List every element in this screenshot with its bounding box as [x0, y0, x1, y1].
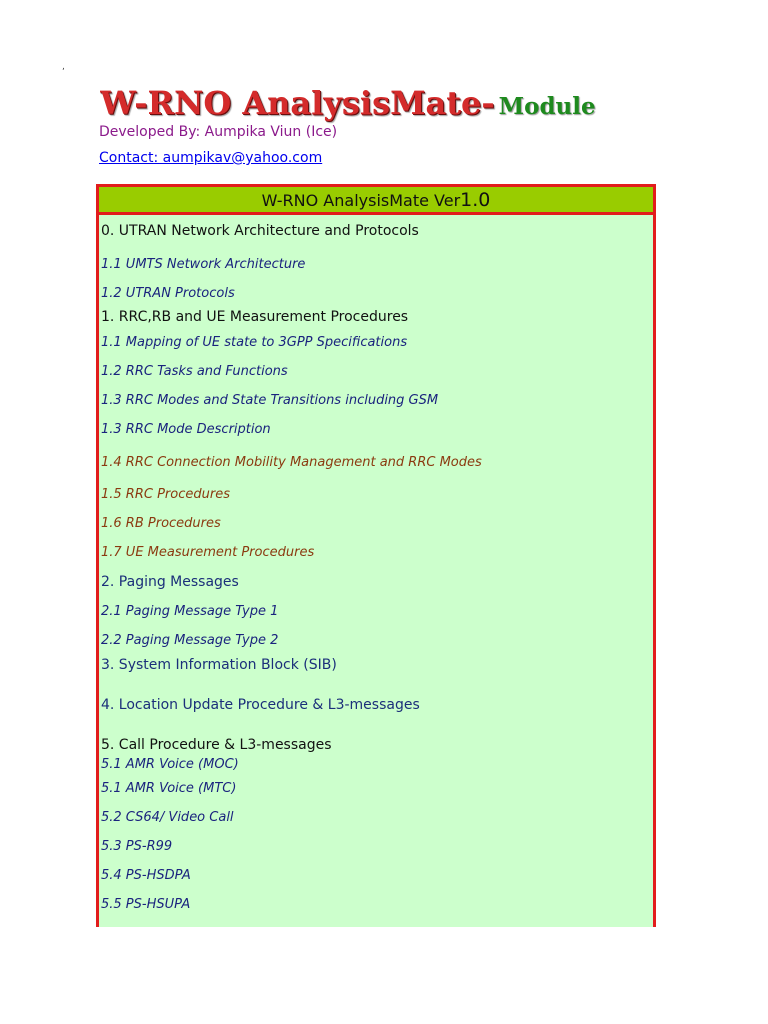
toc-section-link[interactable]: 3. System Information Block (SIB)	[101, 657, 337, 673]
toc-subsection-link[interactable]: 1.1 UMTS Network Architecture	[101, 257, 306, 272]
toc-subsection-link[interactable]: 1.4 RRC Connection Mobility Management and RRC Modes	[101, 455, 482, 470]
toc-subsection-link[interactable]: 1.6 RB Procedures	[101, 516, 221, 531]
toc-panel	[96, 184, 656, 927]
title-banner	[100, 84, 677, 124]
toc-subsection-link[interactable]: 2.2 Paging Message Type 2	[101, 633, 279, 648]
toc-heading: W-RNO AnalysisMate Ver	[261, 191, 461, 210]
toc-section-link[interactable]: 2. Paging Messages	[101, 574, 239, 590]
toc-subsection-link[interactable]: 2.1 Paging Message Type 1	[101, 604, 279, 619]
toc-subsection-link[interactable]: 5.2 CS64/ Video Call	[101, 810, 234, 825]
toc-subsection-link[interactable]: 5.1 AMR Voice (MOC)	[101, 757, 239, 772]
toc-version: 1.0	[460, 189, 491, 211]
toc-subsection-link[interactable]: 1.2 UTRAN Protocols	[101, 286, 235, 301]
toc-subsection-link[interactable]: 5.5 PS-HSUPA	[101, 897, 191, 912]
toc-subsection-link[interactable]: 1.5 RRC Procedures	[101, 487, 230, 502]
toc-subsection-link[interactable]: 5.3 PS-R99	[101, 839, 173, 854]
toc-subsection-link[interactable]: 1.2 RRC Tasks and Functions	[101, 364, 288, 379]
banner-title: W-RNO AnalysisMate-	[100, 84, 495, 122]
banner-subtitle: Module	[498, 93, 596, 120]
developer-credit: Developed By: Aumpika Viun (Ice)	[99, 124, 338, 140]
toc-section-link[interactable]: 0. UTRAN Network Architecture and Protocols	[101, 223, 419, 239]
toc-header	[99, 187, 653, 215]
toc-section-link[interactable]: 1. RRC,RB and UE Measurement Procedures	[101, 309, 409, 325]
corner-mark: ,	[62, 62, 65, 72]
contact-link[interactable]: Contact: aumpikav@yahoo.com	[99, 150, 323, 166]
toc-section-link[interactable]: 4. Location Update Procedure & L3-messages	[101, 697, 420, 713]
toc-subsection-link[interactable]: 5.4 PS-HSDPA	[101, 868, 191, 883]
toc-subsection-link[interactable]: 5.1 AMR Voice (MTC)	[101, 781, 237, 796]
toc-section-link[interactable]: 5. Call Procedure & L3-messages	[101, 737, 332, 753]
toc-subsection-link[interactable]: 1.3 RRC Modes and State Transitions including GSM	[101, 393, 439, 408]
toc-subsection-link[interactable]: 1.7 UE Measurement Procedures	[101, 545, 315, 560]
toc-subsection-link[interactable]: 1.3 RRC Mode Description	[101, 422, 271, 437]
toc-subsection-link[interactable]: 1.1 Mapping of UE state to 3GPP Specifications	[101, 335, 408, 350]
